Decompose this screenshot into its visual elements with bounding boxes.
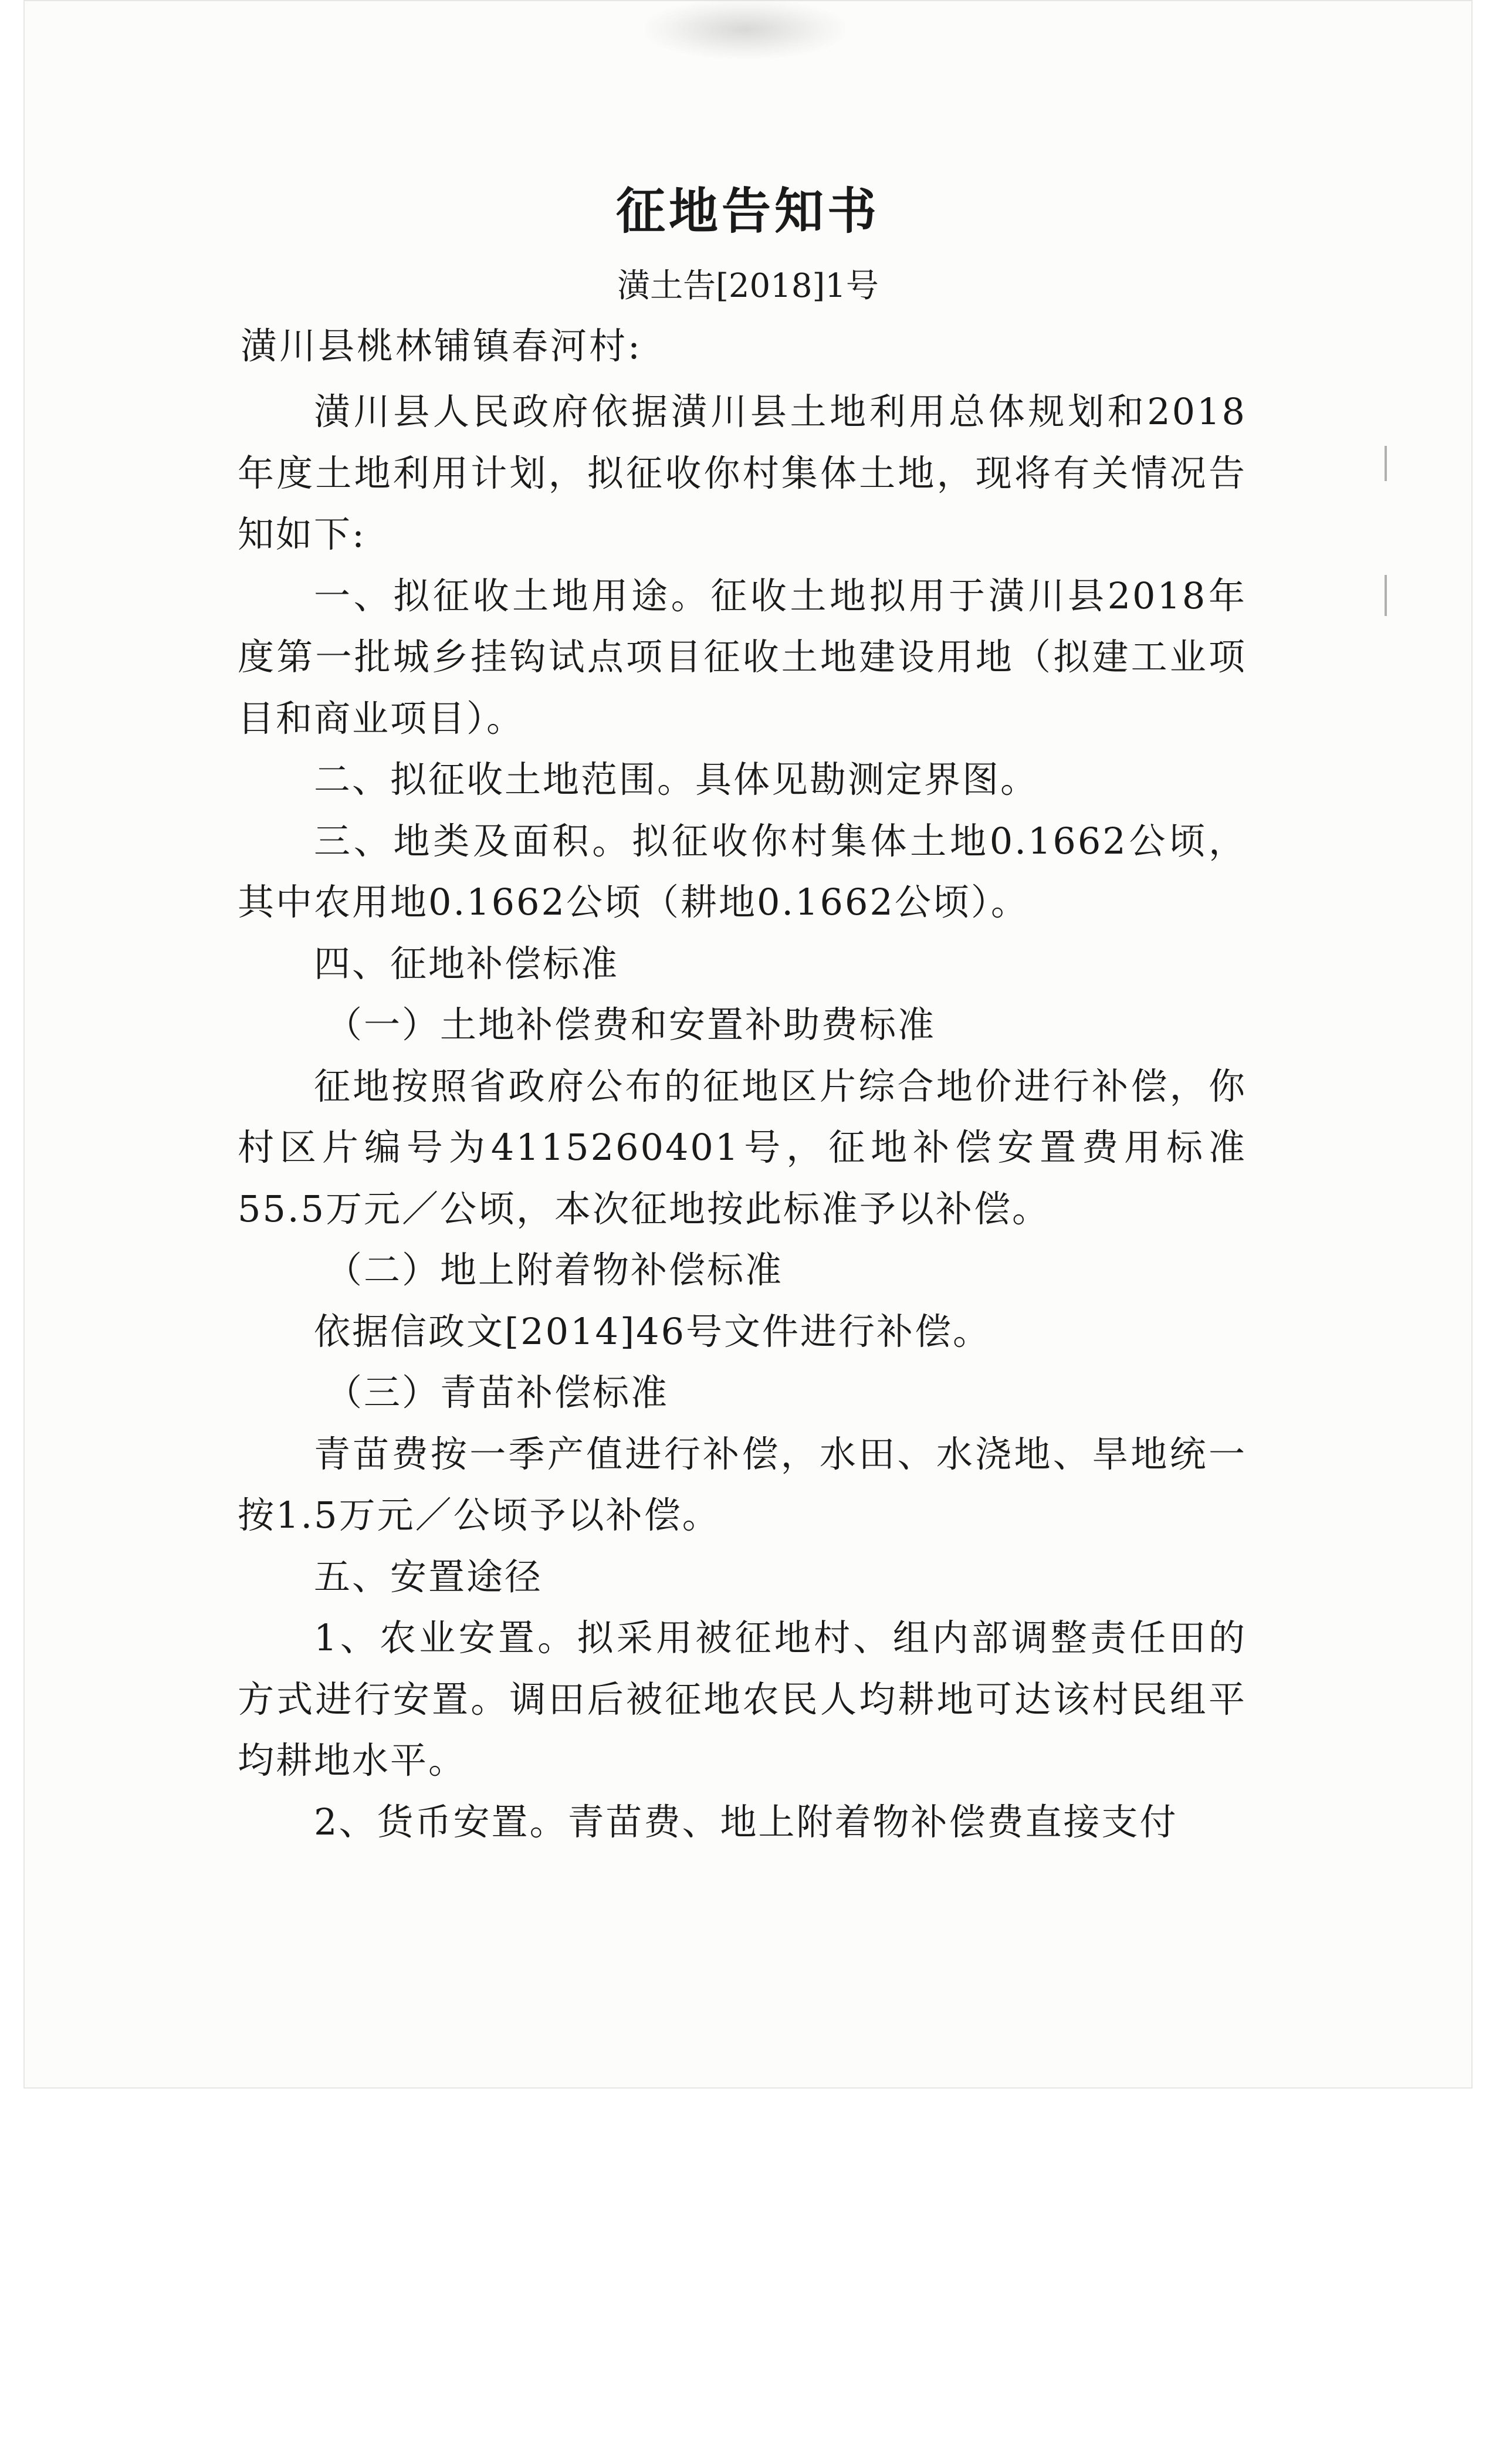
document-title: 征地告知书: [615, 182, 880, 240]
subsection-heading-crops: （三）青苗补偿标准: [326, 1371, 669, 1414]
document-body: [238, 381, 1247, 1853]
subsection-heading-land-compensation: （一）土地补偿费和安置补助费标准: [326, 1003, 936, 1046]
paragraph-crops: 青苗费按一季产值进行补偿，水田、水浇地、旱地统一按1.5万元／公顷予以补偿。: [238, 1432, 1247, 1536]
recipient-line: 潢川县桃林铺镇春河村:: [241, 324, 642, 367]
paragraph-agricultural-resettlement: 1、农业安置。拟采用被征地村、组内部调整责任田的方式进行安置。调田后被征地农民人均耕地可达该村民组平均耕地水平。: [238, 1616, 1247, 1782]
scan-mark: [1385, 575, 1387, 616]
paragraph-land-scope: 二、拟征收土地范围。具体见勘测定界图。: [314, 758, 1039, 801]
paragraph-intro: 潢川县人民政府依据潢川县土地利用总体规划和2018年度土地利用计划，拟征收你村集体土地，现将有关情况告知如下:: [238, 390, 1247, 556]
scan-mark: [1385, 446, 1387, 481]
paragraph-attachments: 依据信政文[2014]46号文件进行补偿。: [314, 1309, 991, 1353]
paragraph-land-purpose: 一、拟征收土地用途。征收土地拟用于潢川县2018年度第一批城乡挂钩试点项目征收土地建设用地（拟建工业项目和商业项目）。: [238, 574, 1247, 740]
section-heading-resettlement: 五、安置途径: [314, 1555, 543, 1598]
section-heading-compensation: 四、征地补偿标准: [314, 942, 620, 985]
paragraph-monetary-resettlement: 2、货币安置。青苗费、地上附着物补偿费直接支付: [314, 1800, 1178, 1843]
subsection-heading-attachments: （二）地上附着物补偿标准: [326, 1248, 784, 1291]
scan-smudge: [645, 0, 845, 59]
document-number: 潢土告[2018]1号: [617, 267, 879, 305]
paragraph-land-compensation: 征地按照省政府公布的征地区片综合地价进行补偿，你村区片编号为4115260401号，征地补偿安置费用标准55.5万元／公顷，本次征地按此标准予以补偿。: [238, 1064, 1247, 1230]
paragraph-land-area: 三、地类及面积。拟征收你村集体土地0.1662公顷，其中农用地0.1662公顷（耕地0.1662公顷）。: [238, 819, 1247, 923]
